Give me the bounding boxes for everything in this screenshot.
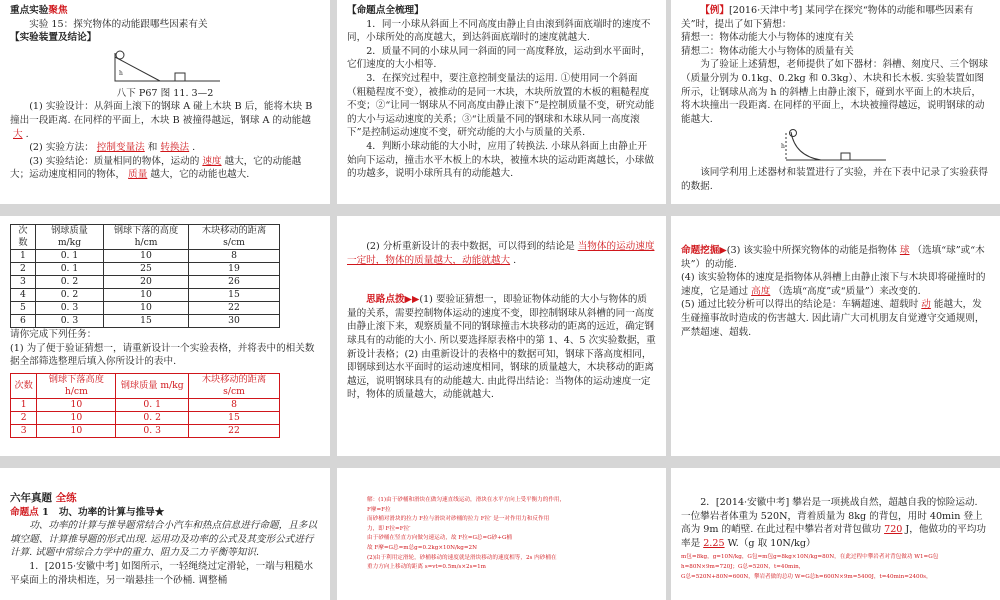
extension-label: 命题挖掘▶ xyxy=(681,245,727,256)
table-cell: 22 xyxy=(189,302,280,315)
q5-text: (5) 通过比较分析可以得出的结论是：车辆超速、超载时 xyxy=(681,299,919,311)
table-header: 木块移动的距离 s/cm xyxy=(189,225,280,250)
table-cell: 0. 3 xyxy=(35,302,103,315)
table-cell: 10 xyxy=(104,289,189,302)
table-header: 钢球质量 m/kg xyxy=(116,373,189,398)
table-cell: 10 xyxy=(104,302,189,315)
answer-blank: 当物体的运动速度一定时，物体的质量越大，动能就越大 xyxy=(347,241,655,266)
hint-text: (1) 要验证猜想一，即验证物体动能的大小与物体的质量的关系，需要控制物体运动的速度不变，即控制钢球从斜槽的同一高度由静止滚下来，观察质量不同的钢球撞击木块移动的距离的远近，确定钢球具有的动能的大小. 所以要选择原表格中的第 1、4、5 次实验数据，重新设计表格；(2) 由重新设计的表格中的数据可知，钢球下落高度相同，即钢球到达水平面时的运动速度相同，钢球的质量越大，木块移动的距离越远，说明钢球具有的动能越大. 由此得出结论：当物体的运动速度一定时，物体的质量越大，动能就越大. xyxy=(347,294,656,401)
heading-highlight: 聚焦 xyxy=(48,5,68,16)
example-tag: 【例】 xyxy=(700,5,729,16)
table-cell: 15 xyxy=(104,315,189,328)
table-row xyxy=(11,276,280,289)
section-heading xyxy=(10,4,320,18)
table-row xyxy=(11,289,280,302)
guess-2: 猜想二：物体动能大小与物体的质量有关 xyxy=(681,45,854,57)
q3-text-tail: （选填“球”或“木块”）的动能. xyxy=(681,245,985,270)
answer-blank: 控制变量法 xyxy=(96,142,145,154)
conclusion-text xyxy=(10,155,320,182)
method-label: (2) 实验方法： xyxy=(29,142,94,154)
task-intro: 请你完成下列任务： xyxy=(10,329,97,340)
question-2 xyxy=(681,496,990,550)
experiment-title: 实验 15：探究物体的动能跟哪些因素有关 xyxy=(29,18,208,30)
panel-real-exams xyxy=(0,468,330,600)
table-row xyxy=(11,411,280,424)
table-row xyxy=(11,250,280,263)
table-cell: 1 xyxy=(11,250,36,263)
real-exam-title xyxy=(10,492,320,506)
key-point-2: 2．质量不同的小球从同一斜面的同一高度释放，运动到水平面时，它们速度的大小相等. xyxy=(347,45,651,71)
q3-text: (3) 该实验中所探究物体的动能是指物体 xyxy=(726,245,897,256)
example-body: 为了验证上述猜想，老师提供了如下器材：斜槽、刻度尺、三个钢球（质量分别为 0.1kg、0.2kg 和 0.3kg）、木块和长木板. 实验装置如图所示，让钢球从高为 h 的斜槽上由静止滚下，碰到水平面上的木块后，将木块撞出一段距离. 在同样的平面上，木块被撞得越远，说明钢球的动能越大. xyxy=(681,59,988,125)
table-cell: 10 xyxy=(37,398,116,411)
table-header-row xyxy=(11,373,280,398)
conclusion-c: 越大，它的动能也越大. xyxy=(150,169,250,181)
hint-paragraph xyxy=(347,293,656,402)
table-cell: 10 xyxy=(37,411,116,424)
q5-text-tail: 能越大，发生碰撞事故时造成的伤害越大. 因此请广大司机朋友自觉遵守交通规则，严禁超速、超载. xyxy=(681,299,985,338)
answer-blank: 动 xyxy=(921,299,931,311)
example-lead xyxy=(681,4,990,31)
table-cell: 0. 1 xyxy=(35,250,103,263)
table-cell: 2 xyxy=(11,263,36,276)
topic-number: 1 xyxy=(42,506,49,518)
solution-line: 力，即 F拉=F拉′ xyxy=(367,525,411,532)
table-row xyxy=(11,424,280,437)
title-highlight: 全练 xyxy=(55,492,77,504)
panel-extension xyxy=(671,216,1000,456)
table-cell: 4 xyxy=(11,289,36,302)
key-points-title: 【命题点全梳理】 xyxy=(347,5,424,16)
topic-heading xyxy=(10,506,320,520)
table-header: 次数 xyxy=(11,373,37,398)
table-header: 钢球下落高度 h/cm xyxy=(37,373,116,398)
q4-text-tail: （选填“高度”或“质量”）来改变的. xyxy=(773,285,921,297)
table-cell: 0. 3 xyxy=(35,315,103,328)
table-cell: 30 xyxy=(189,315,280,328)
table-header: 木块移动的距离 s/cm xyxy=(189,373,280,398)
table-row xyxy=(11,263,280,276)
table-cell: 19 xyxy=(189,263,280,276)
panel-key-points xyxy=(337,0,666,204)
extension-q5 xyxy=(681,298,990,339)
table-cell: 6 xyxy=(11,315,36,328)
extension-q3 xyxy=(681,244,990,271)
svg-text:h: h xyxy=(119,69,123,77)
table-cell: 8 xyxy=(189,398,280,411)
answer-blank: 速度 xyxy=(202,155,222,167)
answer-blank: 2.25 xyxy=(703,537,725,549)
table-cell: 3 xyxy=(11,424,37,437)
q2-text: 2．[2014·安徽中考] 攀岩是一项挑战自然，超越自我的惊险运动. 一位攀岩者体重为 520N，背着质量为 8kg 的背包，用时 40min 登上高为 9m 的峭壁. 在此过程中攀岩者对背包做功 xyxy=(681,497,983,536)
q2-text-mid: J，他做功的平均功率是 xyxy=(681,524,987,549)
hint-label: 思路点拨▶▶ xyxy=(366,294,420,306)
solution-line: 故 F摩=G总=m总g=0.2kg×10N/kg=2N xyxy=(367,544,478,551)
original-data-table xyxy=(10,224,280,328)
table-cell: 0. 1 xyxy=(35,263,103,276)
table-cell: 0. 2 xyxy=(35,276,103,289)
ramp-figure xyxy=(105,47,225,87)
table-cell: 15 xyxy=(189,411,280,424)
q4-text: (4) 该实验物体的速度是指物体从斜槽上由静止滚下与木块即将碰撞时的速度，它是通过 xyxy=(681,272,986,297)
key-point-3: 3．在探究过程中，要注意控制变量法的运用. ①使用同一个斜面（粗糙程度不变），被推动的是同一木块，木块所放置的木板的粗糙程度不变；②“让同一钢球从不同高度由静止滚下”是控制质量不变，研究动能的大小与运动速度的关系；③“让质量不同的钢球和木球从同一高度滚下”是控制运动速度不变，研究动能的大小与质量的关系. xyxy=(347,72,655,139)
solution-line: (2)由于利用定滑轮，砂桶移动的速度就是滑块移动的速度相等，2s 内砂桶在 xyxy=(367,554,557,561)
answer-blank: 高度 xyxy=(751,285,771,297)
example-tail: 该同学利用上述器材和装置进行了实验，并在下表中记录了实验获得的数据. xyxy=(681,167,988,192)
panel-solution xyxy=(337,468,666,600)
table-cell: 10 xyxy=(104,250,189,263)
table-cell: 25 xyxy=(104,263,189,276)
analysis-text: (2) 分析重新设计的表中数据，可以得到的结论是 xyxy=(366,241,575,252)
table-cell: 0. 1 xyxy=(116,398,189,411)
q2-solution-line: G总=520N+80N=600N，攀岩者做的总功 W=G总h=600N×9m=5400J，t=40min=2400s， xyxy=(681,573,932,580)
table-cell: 1 xyxy=(11,398,37,411)
table-cell: 10 xyxy=(37,424,116,437)
question-1: 1．[2015·安徽中考] 如图所示，一轻绳绕过定滑轮，一端与粗糙水平桌面上的滑块相连，另一端悬挂一个砂桶. 调整桶 xyxy=(10,560,314,586)
analysis-question: (2) 分析重新设计的表中数据，可以得到的结论是 当物体的运动速度一定时，物体的质量越大，动能就越大 . xyxy=(347,241,655,266)
heading-text: 重点实验 xyxy=(10,5,49,16)
q2-text-tail: W.（g 取 10N/kg） xyxy=(727,537,816,549)
answer-blank: 720 xyxy=(884,524,903,536)
table-header: 钢球质量 m/kg xyxy=(35,225,103,250)
topic-label: 命题点 xyxy=(10,506,39,518)
table-cell: 2 xyxy=(11,411,37,424)
q2-solution-line: m包=8kg，g=10N/kg，G包=m包g=8kg×10N/kg=80N，在此过程中攀岩者对背包做功 W1=G包h=80N×9m=720J；G总=520N，t=40min， xyxy=(681,554,939,570)
panel-data-tables xyxy=(0,216,330,456)
answer-blank: 大 xyxy=(13,128,23,140)
figure-caption: 八下 P67 图 11. 3—2 xyxy=(116,87,214,99)
table-cell: 20 xyxy=(104,276,189,289)
table-cell: 0. 2 xyxy=(35,289,103,302)
table-header-row xyxy=(11,225,280,250)
design-body: (1) 实验设计：从斜面上滚下的钢球 A 碰上木块 B 后，能将木块 B 撞出一段距离. 在同样的平面上，木块 B 被撞得越远，钢球 A 的动能越 xyxy=(10,101,313,126)
key-point-1: 1．同一小球从斜面上不同高度由静止自由滚到斜面底端时的速度不同，小球所处的高度越大，到达斜面底端时的速度就越大. xyxy=(347,18,651,44)
method-text: (2) 实验方法： 控制变量法 和 转换法 . xyxy=(29,142,196,154)
setup-heading: 【实验装置及结论】 xyxy=(10,32,97,44)
example-lead-text: [2016·天津中考] 某同学在探究“物体的动能和哪些因素有关”时，提出了如下猜想： xyxy=(681,5,974,30)
panel-example xyxy=(671,0,1000,204)
table-cell: 5 xyxy=(11,302,36,315)
answer-data-table xyxy=(10,373,280,438)
table-cell: 3 xyxy=(11,276,36,289)
guess-1: 猜想一：物体动能大小与物体的速度有关 xyxy=(681,32,854,44)
solution-line: F摩=F拉 xyxy=(367,506,391,513)
key-point-4: 4．判断小球动能的大小时，应用了转换法. 小球从斜面上由静止开始向下运动，撞击水平木板上的木块，被撞木块的运动距离越长，小球做的功越多，说明小球所具有的动能越大. xyxy=(347,140,654,180)
table-cell: 0. 3 xyxy=(116,424,189,437)
table-cell: 26 xyxy=(189,276,280,289)
panel-question-2 xyxy=(671,468,1000,600)
solution-line: 而砂桶对滑块的拉力 F拉与滑块对砂桶的拉力 F拉′ 是一对作用力和反作用 xyxy=(367,516,550,523)
topic-title: 功、功率的计算与推导★ xyxy=(58,506,165,518)
panel-analysis xyxy=(337,216,666,456)
slope-figure xyxy=(781,128,891,166)
task-1: (1) 为了便于验证猜想一，请重新设计一个实验表格，并将表中的相关数据全部筛选整理后填入你所设计的表中. xyxy=(10,342,315,368)
table-header: 次数 xyxy=(11,225,36,250)
table-row xyxy=(11,315,280,328)
answer-blank: 转换法 xyxy=(160,142,190,154)
table-cell: 15 xyxy=(189,289,280,302)
table-header: 钢球下落的高度 h/cm xyxy=(104,225,189,250)
table-row xyxy=(11,398,280,411)
table-cell: 0. 2 xyxy=(116,411,189,424)
solution-line: 解：(1)由于砂桶和滑块在做匀速直线运动，滑块在水平方向上受平衡力的作用， xyxy=(367,497,566,503)
answer-blank: 质量 xyxy=(128,169,148,181)
solution-line: 由于砂桶在竖直方向做匀速运动，故 F拉=G总=G砂+G桶 xyxy=(367,535,513,542)
design-text: (1) 实验设计：从斜面上滚下的钢球 A 碰上木块 B 后，能将木块 B 撞出一段距离. 在同样的平面上，木块 B 被撞得越远，钢球 A 的动能越大 . xyxy=(10,101,313,140)
panel-experiment-setup xyxy=(0,0,330,204)
title-text: 六年真题 xyxy=(10,492,52,504)
answer-blank: 球 xyxy=(899,245,910,256)
table-cell: 22 xyxy=(189,424,280,437)
svg-text:h: h xyxy=(780,143,785,151)
method-join: 和 xyxy=(147,142,158,154)
solution-line: 重力方向上移动的距离 s=vt=0.5m/s×2s=1m xyxy=(367,564,486,571)
conclusion-a: (3) 实验结论：质量相同的物体，运动的 xyxy=(29,155,200,167)
table-row xyxy=(11,302,280,315)
topic-intro: 功、功率的计算与推导题常结合小汽车和热点信息进行命题，且多以填空题、计算推导题的形式出现. 运用功及功率的公式及其变形公式进行计算. 试题中常综合力学中的重力、阻力及二力平衡等知识. xyxy=(10,520,317,559)
extension-q4 xyxy=(681,271,990,298)
table-cell: 8 xyxy=(189,250,280,263)
conclusion-b: 越大，它的动能越大；运动速度相同的物体， xyxy=(10,155,302,181)
